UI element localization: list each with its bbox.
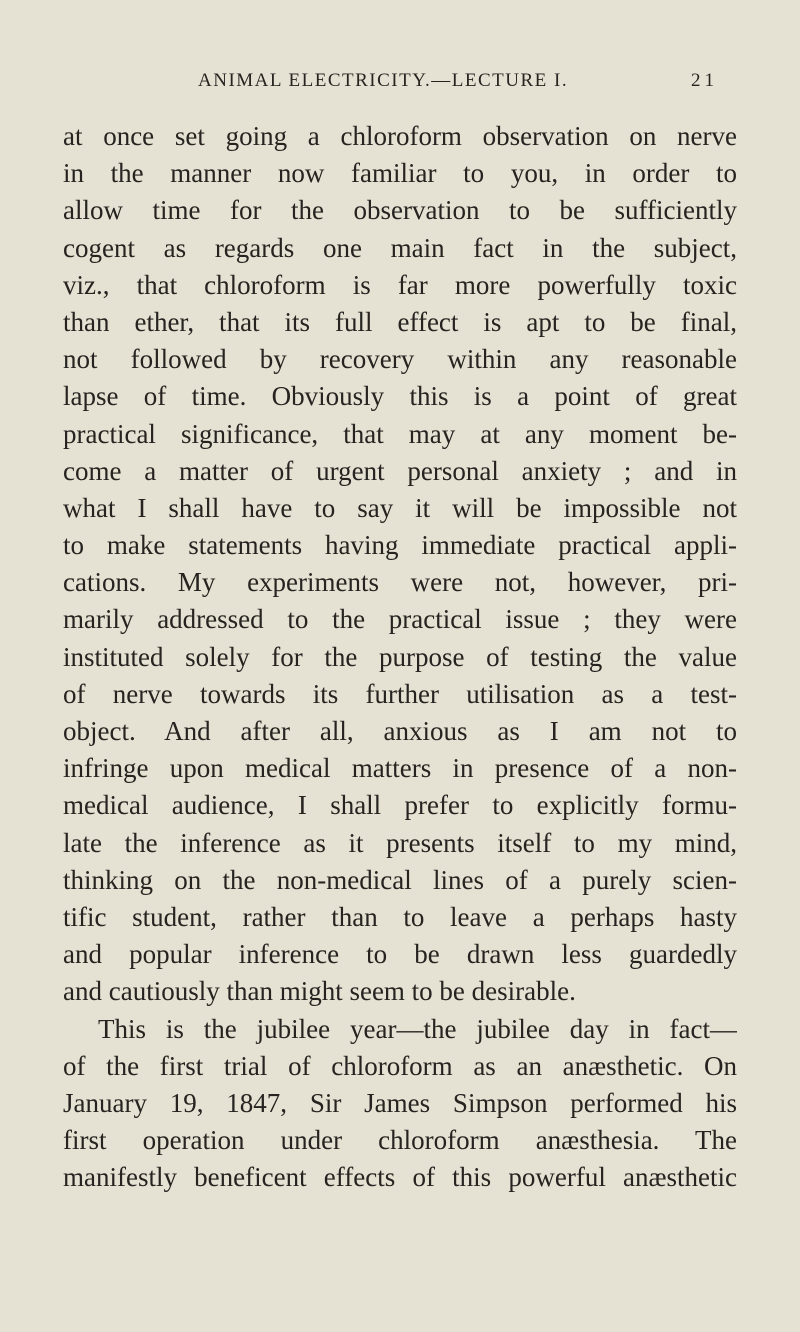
text-line: object. And after all, anxious as I am not to — [63, 716, 737, 746]
text-line: to make statements having immediate practical appli- — [63, 530, 737, 561]
text-line: viz., that chloroform is far more powerfully toxic — [63, 269, 737, 300]
text-line: cogent as regards one main fact in the subject, — [63, 232, 737, 263]
running-head-title: ANIMAL ELECTRICITY.—LECTURE I. — [198, 70, 569, 91]
text-line: late the inference as it presents itself to my mind, — [63, 827, 737, 858]
text-line: what I shall have to say it will be impossible not — [63, 492, 737, 523]
text-line: at once set going a chloroform observation on nerve — [63, 121, 737, 151]
text-line: allow time for the observation to be sufficiently — [63, 195, 737, 226]
text-line: first operation under chloroform anæsthesia. The — [63, 1125, 737, 1156]
text-line: than ether, that its full effect is apt to be final, — [63, 306, 737, 337]
text-line: cations. My experiments were not, however, pri- — [63, 567, 737, 598]
text-line: instituted solely for the purpose of testing the value — [63, 641, 737, 672]
text-line: lapse of time. Obviously this is a point of great — [63, 381, 737, 412]
text-line: and cautiously than might seem to be desirable. — [63, 976, 576, 1007]
text-line: of the first trial of chloroform as an anæsthetic. On — [63, 1050, 737, 1081]
text-line: marily addressed to the practical issue ; they were — [63, 604, 737, 635]
text-line: practical significance, that may at any moment be- — [63, 418, 737, 449]
text-line: thinking on the non-medical lines of a purely scien- — [63, 864, 737, 895]
text-line: manifestly beneficent effects of this powerful anæsthetic — [63, 1162, 737, 1193]
text-line: tific student, rather than to leave a perhaps hasty — [63, 901, 737, 932]
text-line: of nerve towards its further utilisation as a test- — [63, 678, 737, 709]
body-text — [63, 118, 737, 1196]
page-number: 21 — [691, 70, 718, 91]
running-head — [198, 70, 718, 100]
text-line: in the manner now familiar to you, in order to — [63, 158, 737, 189]
text-line: This is the jubilee year—the jubilee day in fact— — [98, 1013, 737, 1044]
text-line: medical audience, I shall prefer to explicitly formu- — [63, 790, 737, 821]
text-line: infringe upon medical matters in presence of a non- — [63, 753, 737, 784]
text-line: and popular inference to be drawn less guardedly — [63, 939, 737, 970]
text-line: January 19, 1847, Sir James Simpson performed his — [63, 1087, 737, 1118]
text-line: come a matter of urgent personal anxiety ; and in — [63, 455, 737, 486]
text-line: not followed by recovery within any reasonable — [63, 344, 737, 375]
